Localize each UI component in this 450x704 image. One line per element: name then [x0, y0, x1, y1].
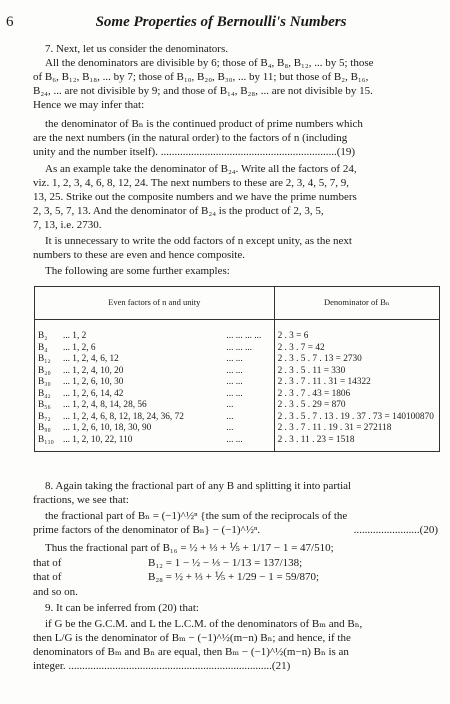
- table-cell-denominator: 2 . 3 . 5 . 29 = 870: [277, 400, 346, 410]
- theorem-line: unity and the number itself). ................................................................(19): [33, 146, 356, 158]
- table-cell-dots: ... ...: [223, 354, 274, 366]
- table-row: [35, 435, 440, 452]
- table-cell-factors: ... 1, 2, 4, 10, 20: [63, 365, 124, 376]
- table-cell-factors: ... 1, 2: [63, 331, 87, 341]
- denominator-table: [34, 286, 440, 452]
- paragraph-line: All the denominators are divisible by 6; those of B₄, B₈, B₁₂, ... by 5; those: [45, 57, 374, 69]
- example-equation: B₁₂ = 1 − ½ − ⅓ − 1/13 = 137/138;: [148, 557, 303, 569]
- table-cell-dots: ...: [223, 423, 274, 435]
- table-cell-b: B₇₂: [38, 411, 51, 422]
- table-cell-denominator: 2 . 3 . 7 . 43 = 1806: [277, 388, 351, 399]
- section-9-heading: 9. It can be inferred from (20) that:: [45, 602, 199, 614]
- table-row: [35, 366, 440, 378]
- table-cell-factors: ... 1, 2, 6: [63, 342, 96, 353]
- example-label: that of: [33, 571, 62, 583]
- table-cell-dots: ... ... ...: [223, 343, 274, 355]
- table-cell-factors: ... 1, 2, 4, 8, 14, 28, 56: [63, 400, 147, 410]
- table-cell-denominator: 2 . 3 . 7 = 42: [277, 342, 325, 353]
- table-cell-denominator: 2 . 3 = 6: [277, 331, 309, 341]
- table-row: [35, 412, 440, 424]
- table-cell-denominator: 2 . 3 . 7 . 11 . 31 = 14322: [277, 377, 371, 387]
- paragraph-line: 2, 3, 5, 7, 13. And the denominator of B₂₄ is the product of 2, 3, 5,: [33, 205, 324, 217]
- factors-column-header: Even factors of n and unity: [35, 287, 275, 320]
- theorem-line: the fractional part of Bₙ = (−1)^½ⁿ {the sum of the reciprocals of the: [45, 510, 348, 522]
- table-cell-dots: ...: [223, 412, 274, 424]
- table-cell-factors: ... 1, 2, 6, 10, 30: [63, 377, 124, 387]
- table-cell-b: B₂: [38, 331, 48, 341]
- paragraph-line: As an example take the denominator of B₂₄. Write all the factors of 24,: [45, 163, 357, 175]
- table-row: [35, 377, 440, 389]
- paragraph-line: 13, 25. Strike out the composite numbers and we have the prime numbers: [33, 191, 357, 203]
- table-cell-b: B₅₆: [38, 400, 51, 410]
- section-7-heading: 7. Next, let us consider the denominators.: [45, 43, 228, 55]
- table-cell-b: B₃₀: [38, 377, 51, 387]
- paragraph-line: It is unnecessary to write the odd factors of n except unity, as the next: [45, 235, 352, 247]
- table-row: [35, 343, 440, 355]
- example-label: that of: [33, 557, 62, 569]
- table-cell-factors: ... 1, 2, 6, 14, 42: [63, 388, 124, 399]
- table-cell-denominator: 2 . 3 . 5 . 11 = 330: [277, 365, 346, 376]
- table-row: [35, 389, 440, 401]
- table-cell-b: B₄: [38, 342, 48, 353]
- table-header-row: [35, 287, 440, 320]
- table-row: [35, 354, 440, 366]
- denominator-column-header: Denominator of Bₙ: [274, 287, 439, 320]
- table-row: [35, 400, 440, 412]
- paragraph-line: 7, 13, i.e. 2730.: [33, 219, 102, 231]
- table-cell-denominator: 2 . 3 . 5 . 7 . 13 . 19 . 37 . 73 = 140100870: [277, 411, 434, 422]
- table-cell-dots: ...: [223, 400, 274, 412]
- table-cell-factors: ... 1, 2, 4, 6, 12: [63, 354, 119, 364]
- table-cell-dots: ... ...: [223, 366, 274, 378]
- table-cell-b: B₉₀: [38, 423, 51, 433]
- example-equation: B₂₈ = ½ + ⅓ + ⅕ + 1/29 − 1 = 59/870;: [148, 571, 320, 583]
- table-cell-factors: ... 1, 2, 10, 22, 110: [63, 434, 133, 445]
- table-row: [35, 320, 440, 343]
- example-line: Thus the fractional part of B₁₆ = ½ + ⅓ + ⅕ + 1/17 − 1 = 47/510;: [45, 542, 334, 554]
- theorem-line: integer. ..........................................................................(21): [33, 660, 291, 672]
- theorem-line: denominators of Bₘ and Bₙ are equal, then Bₘ − (−1)^½(m−n) Bₙ is an: [33, 646, 349, 658]
- paragraph-line: numbers to these are even and hence composite.: [33, 249, 245, 261]
- paragraph-line: The following are some further examples:: [45, 265, 230, 277]
- table-cell-dots: ... ... ... ...: [223, 320, 274, 343]
- table-cell-b: B₄₂: [38, 388, 51, 399]
- table-cell-b: B₁₁₀: [38, 434, 54, 445]
- table-cell-b: B₂₀: [38, 365, 51, 376]
- table-cell-b: B₁₂: [38, 354, 51, 364]
- running-title: Some Properties of Bernoulli's Numbers: [95, 14, 347, 30]
- paragraph-line: of B₆, B₁₂, B₁₈, ... by 7; those of B₁₀, B₂₀, B₃₀, ... by 11; but those of B₂, B₁₆,: [33, 71, 369, 83]
- table-cell-denominator: 2 . 3 . 11 . 23 = 1518: [277, 434, 355, 445]
- theorem-line: if G be the G.C.M. and L the L.C.M. of the denominators of Bₘ and Bₙ,: [45, 618, 363, 630]
- paragraph-line: viz. 1, 2, 3, 4, 6, 8, 12, 24. The next numbers to these are 2, 3, 4, 5, 7, 9,: [33, 177, 349, 189]
- theorem-line: then L/G is the denominator of Bₘ − (−1)^½(m−n) Bₙ; and hence, if the: [33, 632, 351, 644]
- paragraph-line: and so on.: [33, 586, 78, 598]
- table-cell-dots: ... ...: [223, 389, 274, 401]
- page-number: 6: [6, 14, 14, 30]
- section-8-heading: 8. Again taking the fractional part of any B and splitting it into partial: [45, 480, 352, 492]
- page-header: [6, 12, 436, 32]
- table-cell-denominator: 2 . 3 . 5 . 7 . 13 = 2730: [277, 354, 362, 364]
- table-cell-factors: ... 1, 2, 4, 6, 8, 12, 18, 24, 36, 72: [63, 411, 184, 422]
- theorem-line: are the next numbers (in the natural order) to the factors of n (including: [33, 132, 348, 144]
- paragraph-line: B₂₄, ... are not divisible by 9; and those of B₁₄, B₂₈, ... are not divisible by 15.: [33, 85, 373, 97]
- table-cell-dots: ... ...: [223, 377, 274, 389]
- theorem-line: [33, 523, 438, 537]
- theorem-line: the denominator of Bₙ is the continued product of prime numbers which: [45, 118, 363, 130]
- table-cell-factors: ... 1, 2, 6, 10, 18, 30, 90: [63, 423, 152, 433]
- paragraph-line: fractions, we see that:: [33, 494, 129, 506]
- equation-number-20: ........................(20): [350, 523, 438, 537]
- table-cell-denominator: 2 . 3 . 7 . 11 . 19 . 31 = 272118: [277, 423, 392, 433]
- paragraph-line: Hence we may infer that:: [33, 99, 145, 111]
- table-row: [35, 423, 440, 435]
- table-cell-dots: ... ...: [223, 435, 274, 452]
- theorem-text: prime factors of the denominator of Bₙ} − (−1)^½ⁿ.: [33, 524, 261, 536]
